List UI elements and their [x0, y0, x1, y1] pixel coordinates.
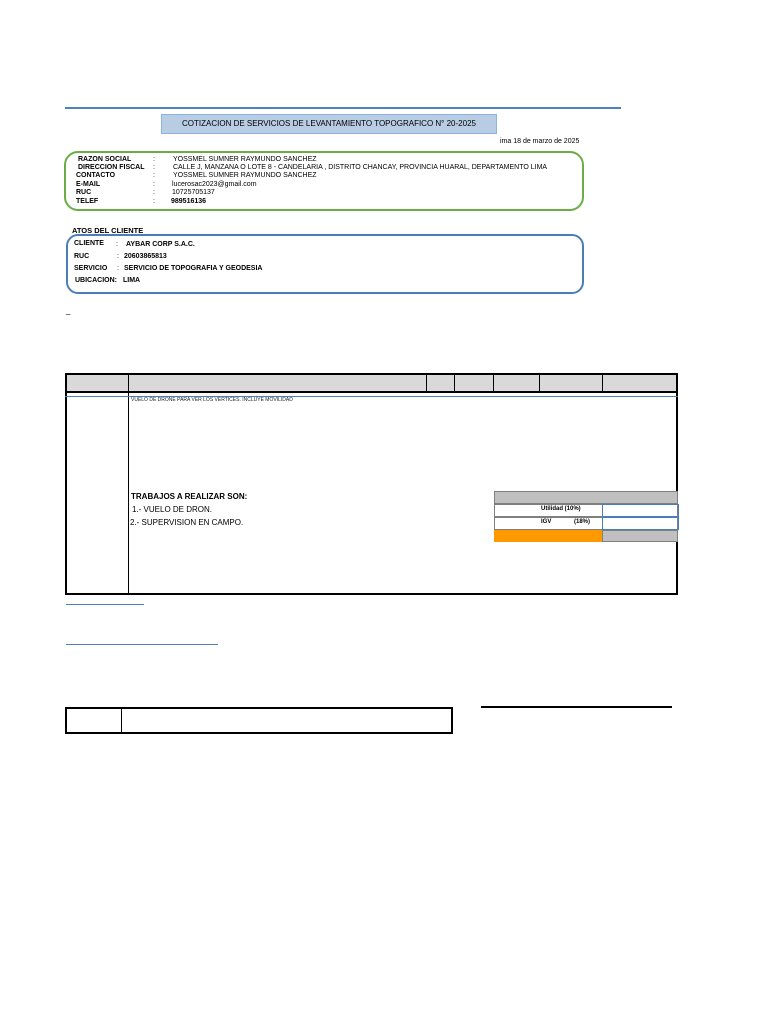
provider-label-razon-social: RAZON SOCIAL — [78, 156, 132, 163]
provider-label-direccion: DIRECCION FISCAL — [78, 164, 145, 171]
provider-label-email: E-MAIL — [76, 181, 101, 188]
provider-info-box — [64, 151, 584, 211]
quote-table — [65, 373, 678, 595]
igv-percent: (18%) — [574, 519, 591, 525]
provider-sep: : — [153, 164, 155, 171]
provider-sep: : — [153, 181, 155, 188]
igv-label: IGV — [541, 519, 552, 525]
small-table — [65, 707, 453, 734]
underline-rule — [66, 644, 218, 645]
client-value-ruc: 20603865813 — [124, 253, 167, 260]
provider-sep: : — [153, 189, 155, 196]
provider-label-telef: TELEF — [76, 198, 99, 205]
provider-value-razon-social: YOSSMEL SUMNER RAYMUNDO SANCHEZ — [173, 156, 317, 163]
provider-sep: : — [153, 156, 155, 163]
small-table-divider — [121, 707, 122, 734]
client-value-servicio: SERVICIO DE TOPOGRAFIA Y GEODESIA — [124, 265, 263, 272]
work-list-title: TRABAJOS A REALIZAR SON: — [131, 492, 248, 501]
client-label-cliente: CLIENTE — [74, 240, 104, 247]
provider-label-ruc: RUC — [76, 189, 92, 196]
quote-table-header — [65, 373, 678, 393]
total-value-cell — [602, 530, 678, 542]
client-sep: : — [117, 253, 119, 260]
provider-label-contacto: CONTACTO — [76, 172, 116, 179]
client-sep: : — [116, 241, 118, 248]
provider-value-ruc: 10725705137 — [172, 189, 215, 196]
client-label-servicio: SERVICIO — [74, 265, 108, 272]
client-label-ruc: RUC — [74, 253, 90, 260]
document-title: COTIZACION DE SERVICIOS DE LEVANTAMIENTO TOPOGRAFICO N° 20-2025 — [161, 114, 497, 134]
table-col-divider — [454, 373, 455, 393]
work-item: 1.- VUELO DE DRON. — [132, 505, 213, 514]
provider-value-direccion: CALLE J, MANZANA O LOTE 8 - CANDELARIA , DISTRITO CHANCAY, PROVINCIA HUARAL, DEPARTAMENTO LIMA — [173, 164, 548, 171]
summary-row-utilidad — [494, 504, 678, 517]
client-value-ubicacion: LIMA — [123, 277, 141, 284]
client-sep: : — [117, 265, 119, 272]
client-value-cliente: AYBAR CORP S.A.C. — [126, 241, 195, 248]
table-col-divider — [128, 373, 129, 595]
total-label-cell — [494, 530, 602, 542]
signature-line — [481, 706, 672, 708]
provider-value-telef: 989516136 — [171, 198, 207, 205]
igv-value-cell — [602, 517, 679, 530]
client-label-ubicacion: UBICACION: — [75, 277, 117, 284]
summary-header — [494, 491, 678, 504]
utilidad-label: Utilidad (10%) — [541, 506, 581, 512]
summary-row-igv — [494, 517, 678, 530]
client-section-title: ATOS DEL CLIENTE — [72, 226, 144, 235]
provider-value-email: lucerosac2023@gmail.com — [172, 181, 257, 188]
work-item: 2.- SUPERVISION EN CAMPO. — [130, 518, 244, 527]
provider-sep: : — [153, 172, 155, 179]
document-date: ima 18 de marzo de 2025 — [500, 138, 580, 145]
table-col-divider — [426, 373, 427, 393]
service-description: VUELO DE DRONE PARA VER LOS VERTICES. INCLUYE MOVILIDAD — [131, 397, 293, 403]
table-col-divider — [539, 373, 540, 393]
provider-value-contacto: YOSSMEL SUMNER RAYMUNDO SANCHEZ — [173, 172, 317, 179]
underline-rule — [66, 604, 144, 605]
top-rule — [65, 107, 621, 109]
stray-dash: _ — [66, 306, 71, 315]
provider-sep: : — [153, 198, 155, 205]
table-col-divider — [602, 373, 603, 393]
utilidad-value-cell — [602, 504, 679, 517]
table-col-divider — [493, 373, 494, 393]
